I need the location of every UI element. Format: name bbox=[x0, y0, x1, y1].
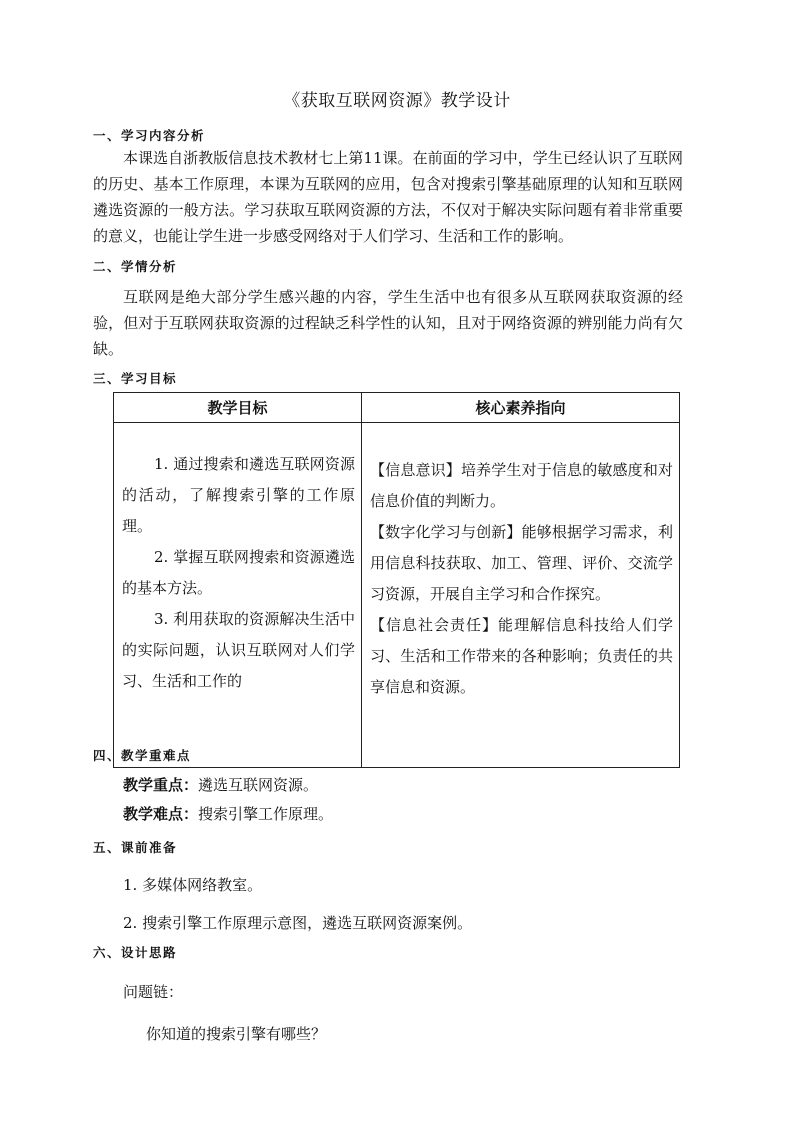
section-heading-key-points: 四、教学重难点 bbox=[93, 748, 192, 763]
section-paragraph-content-analysis: 本课选自浙教版信息技术教材七上第11课。在前面的学习中，学生已经认识了互联网的历史、基本工作原理，本课为互联网的应用，包含对搜索引擎基础原理的认知和互联网遴选资源的一般方法。学习获取互联网资源的方法，不仅对于解决实际问题有着非常重要的意义，也能让学生进一步感受网络对于人们学习、生活和工作的影响。 bbox=[93, 149, 683, 245]
section-heading-learner-analysis: 二、学情分析 bbox=[93, 259, 178, 274]
difficult-point-label: 教学难点： bbox=[123, 805, 199, 823]
core-competencies-cell bbox=[362, 423, 680, 768]
table-header-core-competencies: 核心素养指向 bbox=[362, 393, 680, 423]
section-paragraph-learner-analysis: 互联网是绝大部分学生感兴趣的内容，学生生活中也有很多从互联网获取资源的经验，但对于互联网获取资源的过程缺乏科学性的认知，且对于网络资源的辨别能力尚有欠缺。 bbox=[93, 288, 683, 358]
list-item: 1. 多媒体网络教室。 bbox=[123, 876, 263, 894]
difficult-point-text: 搜索引擎工作原理。 bbox=[198, 805, 334, 823]
section-heading-preparation: 五、课前准备 bbox=[93, 840, 178, 855]
document-title: 《获取互联网资源》教学设计 bbox=[283, 91, 511, 111]
question-chain-label: 问题链： bbox=[123, 983, 184, 1001]
learning-goals-table bbox=[113, 392, 680, 768]
competency-item: 【数字化学习与创新】能够根据学习需求，利用信息科技获取、加工、管理、评价、交流学习资源，开展自主学习和合作探究。 bbox=[370, 523, 673, 603]
key-point-label: 教学重点： bbox=[123, 776, 199, 794]
teaching-goals-cell bbox=[114, 423, 362, 768]
section-heading-design-idea: 六、设计思路 bbox=[93, 945, 178, 960]
goal-item: 2. 掌握互联网搜索和资源遴选的基本方法。 bbox=[122, 548, 355, 597]
list-item: 2. 搜索引擎工作原理示意图，遴选互联网资源案例。 bbox=[123, 914, 473, 932]
key-point-line bbox=[123, 774, 318, 795]
section-heading-learning-goals: 三、学习目标 bbox=[93, 371, 178, 386]
difficult-point-line bbox=[123, 803, 333, 824]
goal-item: 3. 利用获取的资源解决生活中的实际问题，认识互联网对人们学习、生活和工作的 bbox=[122, 610, 355, 690]
goal-item: 1. 通过搜索和遴选互联网资源的活动，了解搜索引擎的工作原理。 bbox=[122, 455, 355, 535]
table-header-teaching-goals: 教学目标 bbox=[114, 393, 362, 423]
key-point-text: 遴选互联网资源。 bbox=[198, 776, 319, 794]
table-row bbox=[114, 423, 680, 768]
competency-item: 【信息社会责任】能理解信息科技给人们学习、生活和工作带来的各种影响；负责任的共享信息和资源。 bbox=[370, 616, 673, 696]
competency-item: 【信息意识】培养学生对于信息的敏感度和对信息价值的判断力。 bbox=[370, 461, 673, 510]
section-heading-content-analysis: 一、学习内容分析 bbox=[93, 128, 206, 143]
question-item: 你知道的搜索引擎有哪些？ bbox=[146, 1025, 327, 1043]
table-header-row bbox=[114, 393, 680, 423]
